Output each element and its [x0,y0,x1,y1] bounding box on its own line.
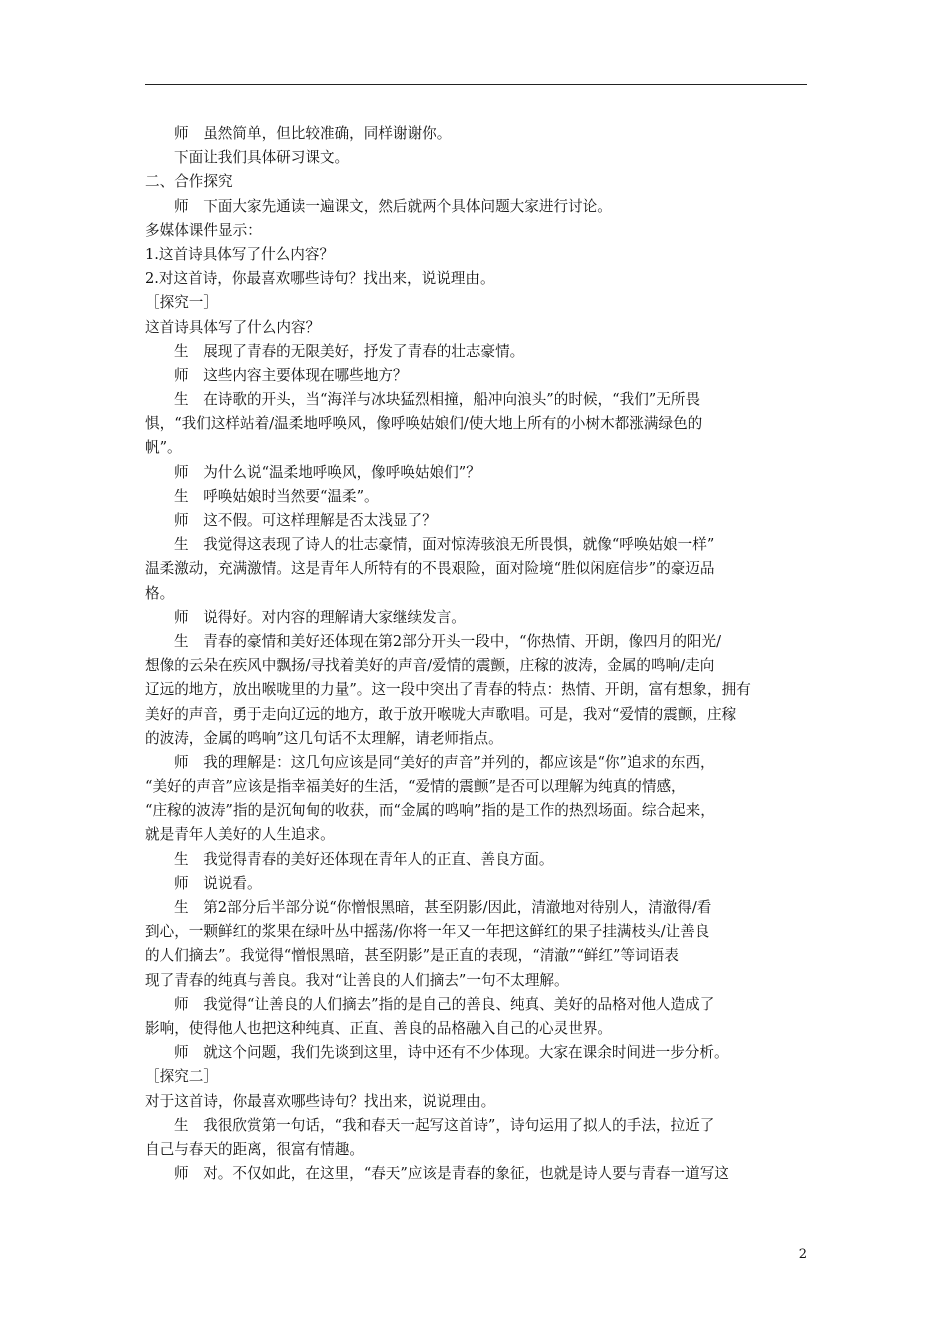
text-line: 这首诗具体写了什么内容？ [145,318,321,336]
text-line: 到心，一颗鲜红的浆果在绿叶丛中摇荡/你将一年又一年把这鲜红的果子挂满枝头/让善良 [145,923,710,941]
text-line: 1.这首诗具体写了什么内容？ [145,245,335,263]
text-line: 惧，“我们这样站着/温柔地呼唤风，像呼唤姑娘们/使大地上所有的小树木都涨满绿色的 [145,415,703,433]
text-line: 的人们摘去”。我觉得“憎恨黑暗，甚至阴影”是正直的表现，“清澈”“鲜红”等词语表 [145,947,679,965]
text-line: 就是青年人美好的人生追求。 [145,826,335,844]
text-line: 生 呼唤姑娘时当然要“温柔”。 [174,487,379,505]
text-line: ［探究二］ [145,1068,218,1086]
text-line: “庄稼的波涛”指的是沉甸甸的收获，而“金属的鸣响”指的是工作的热烈场面。综合起来， [145,802,715,820]
text-line: 师 说说看。 [174,874,262,892]
text-line: “美好的声音”应该是指幸福美好的生活，“爱情的震颤”是否可以理解为纯真的情感， [145,778,686,796]
text-line: 2.对这首诗，你最喜欢哪些诗句？找出来，说说理由。 [145,270,495,288]
text-line: ［探究一］ [145,294,218,312]
text-line: 自己与春天的距离，很富有情趣。 [145,1140,364,1158]
text-line: 师 说得好。对内容的理解请大家继续发言。 [174,608,466,626]
text-line: 师 为什么说“温柔地呼唤风，像呼唤姑娘们”？ [174,463,481,481]
text-line: 生 青春的豪情和美好还体现在第2部分开头一段中，“你热情、开朗，像四月的阳光/ [174,632,722,650]
text-line: 多媒体课件显示： [145,221,262,239]
text-line: 美好的声音，勇于走向辽远的地方，敢于放开喉咙大声歌唱。可是，我对“爱情的震颤，庄稼 [145,705,737,723]
text-line: 师 这不假。可这样理解是否太浅显了？ [174,512,437,529]
text-line: 二、合作探究 [145,173,233,191]
text-line: 师 这些内容主要体现在哪些地方？ [174,366,408,384]
text-line: 现了青春的纯真与善良。我对“让善良的人们摘去”一句不太理解。 [145,971,569,989]
text-line: 想像的云朵在疾风中飘扬/寻找着美好的声音/爱情的震颤，庄稼的波涛，金属的鸣响/走向 [145,657,715,675]
text-line: 生 展现了青春的无限美好，抒发了青春的壮志豪情。 [174,342,525,360]
text-line: 师 我觉得“让善良的人们摘去”指的是自己的善良、纯真、美好的品格对他人造成了 [174,995,715,1013]
text-line: 帆”。 [145,439,182,457]
text-line: 影响，使得他人也把这种纯真、正直、善良的品格融入自己的心灵世界。 [145,1019,613,1037]
text-line: 温柔激动，充满激情。这是青年人所特有的不畏艰险，面对险境“胜似闲庭信步”的豪迈品 [145,560,715,578]
text-line: 师 就这个问题，我们先谈到这里，诗中还有不少体现。大家在课余时间进一步分析。 [174,1044,729,1062]
document-body [145,122,807,1186]
text-line: 师 虽然简单，但比较准确，同样谢谢你。 [174,125,452,142]
text-line: 对于这首诗，你最喜欢哪些诗句？找出来，说说理由。 [145,1092,496,1110]
text-line: 生 我很欣赏第一句话，“我和春天一起写这首诗”，诗句运用了拟人的手法，拉近了 [174,1116,715,1134]
header-rule [145,84,807,85]
text-line: 师 对。不仅如此，在这里，“春天”应该是青春的象征，也就是诗人要与青春一道写这 [174,1165,729,1183]
page-number: 2 [798,1247,807,1262]
text-line: 下面让我们具体研习课文。 [174,149,350,167]
text-line: 生 在诗歌的开头，当“海洋与冰块猛烈相撞，船冲向浪头”的时候，“我们”无所畏 [174,391,701,409]
text-line: 格。 [145,584,175,602]
text-line: 生 我觉得青春的美好还体现在青年人的正直、善良方面。 [174,850,554,868]
text-line: 辽远的地方，放出喉咙里的力量”。这一段中突出了青春的特点：热情、开朗，富有想象，拥有 [145,681,751,699]
text-line: 师 下面大家先通读一遍课文，然后就两个具体问题大家进行讨论。 [174,197,612,215]
text-line: 的波涛，金属的鸣响”这几句话不太理解，请老师指点。 [145,729,503,747]
text-line: 师 我的理解是：这几句应该是同“美好的声音”并列的，都应该是“你”追求的东西， [174,753,715,771]
text-line: 生 我觉得这表现了诗人的壮志豪情，面对惊涛骇浪无所畏惧，就像“呼唤姑娘一样” [174,536,715,554]
text-line: 生 第2部分后半部分说“你憎恨黑暗，甚至阴影/因此，清澈地对待别人，清澈得/看 [174,899,712,916]
